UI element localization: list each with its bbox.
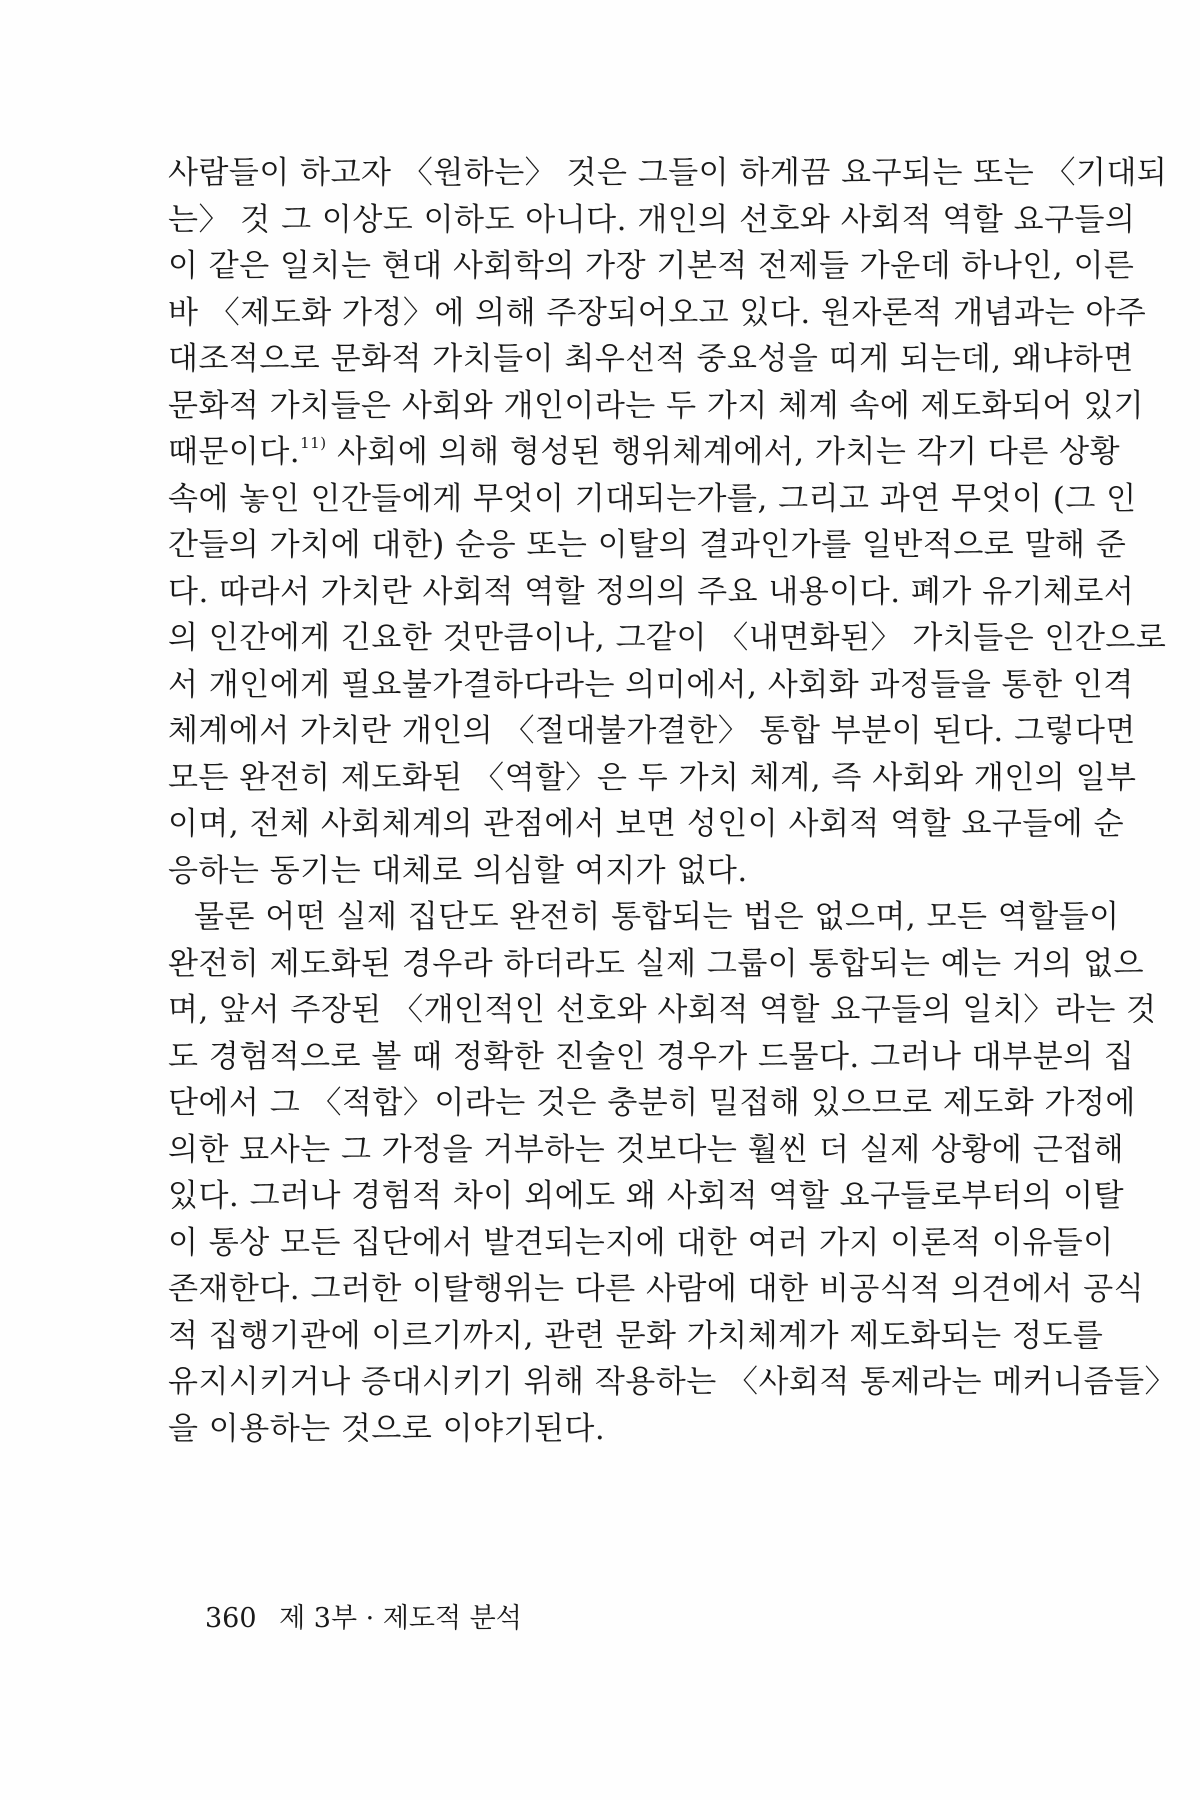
text-line: 는〉 것 그 이상도 이하도 아니다. 개인의 선호와 사회적 역할 요구들의: [168, 201, 1136, 238]
text-fragment: 사회에 의해 형성된 행위체계에서, 가치는 각기 다른 상황: [326, 434, 1121, 470]
footnote-marker: 11): [300, 434, 327, 452]
text-line: 존재한다. 그러한 이탈행위는 다른 사람에 대한 비공식적 의견에서 공식: [168, 1271, 1145, 1307]
text-line: 대조적으로 문화적 가치들이 최우선적 중요성을 띠게 되는데, 왜냐하면: [168, 341, 1134, 377]
text-line: 체계에서 가치란 개인의 〈절대불가결한〉 통합 부분이 된다. 그렇다면: [168, 713, 1136, 749]
text-line: 모든 완전히 제도화된 〈역할〉은 두 가치 체계, 즉 사회와 개인의 일부: [168, 759, 1137, 796]
text-line-with-footnote: [168, 429, 1121, 476]
page-number: 360: [205, 1603, 257, 1634]
text-fragment: 때문이다.: [168, 434, 301, 470]
page-footer: [205, 1603, 522, 1635]
text-line: 바 〈제도화 가정〉에 의해 주장되어오고 있다. 원자론적 개념과는 아주: [168, 294, 1147, 331]
text-line: 며, 앞서 주장된 〈개인적인 선호와 사회적 역할 요구들의 일치〉라는 것: [168, 992, 1157, 1028]
text-line: 의한 묘사는 그 가정을 거부하는 것보다는 훨씬 더 실제 상황에 근접해: [168, 1131, 1125, 1168]
paragraph-2: [168, 894, 1177, 1452]
text-line: 다. 따라서 가치란 사회적 역할 정의의 주요 내용이다. 폐가 유기체로서: [168, 573, 1135, 610]
running-section-title: 제 3부 · 제도적 분석: [279, 1603, 522, 1634]
text-line: 이며, 전체 사회체계의 관점에서 보면 성인이 사회적 역할 요구들에 순: [168, 806, 1125, 842]
text-line: 의 인간에게 긴요한 것만큼이나, 그같이 〈내면화된〉 가치들은 인간으로: [168, 620, 1167, 656]
text-line: 사람들이 하고자 〈원하는〉 것은 그들이 하게끔 요구되는 또는 〈기대되: [168, 155, 1168, 191]
text-line: 완전히 제도화된 경우라 하더라도 실제 그룹이 통합되는 예는 거의 없으: [168, 945, 1145, 982]
text-line: 간들의 가치에 대한) 순응 또는 이탈의 결과인가를 일반적으로 말해 준: [168, 527, 1127, 563]
text-line: 서 개인에게 필요불가결하다라는 의미에서, 사회화 과정들을 통한 인격: [168, 666, 1134, 703]
text-line: 단에서 그 〈적합〉이라는 것은 충분히 밀접해 있으므로 제도화 가정에: [168, 1085, 1136, 1121]
text-line: 문화적 가치들은 사회와 개인이라는 두 가지 체계 속에 제도화되어 있기: [168, 387, 1145, 424]
paragraph-1: [168, 150, 1168, 894]
text-line: 이 같은 일치는 현대 사회학의 가장 기본적 전제들 가운데 하나인, 이른: [168, 248, 1135, 284]
text-line: 도 경험적으로 볼 때 정확한 진술인 경우가 드물다. 그러나 대부분의 집: [168, 1038, 1135, 1075]
text-line: 을 이용하는 것으로 이야기된다.: [168, 1410, 606, 1447]
text-line: 적 집행기관에 이르기까지, 관련 문화 가치체계가 제도화되는 정도를: [168, 1317, 1104, 1354]
text-line: 유지시키거나 증대시키기 위해 작용하는 〈사회적 통제라는 메커니즘들〉: [168, 1364, 1177, 1400]
body-text: [168, 150, 1177, 1452]
text-line: 있다. 그러나 경험적 차이 외에도 왜 사회적 역할 요구들로부터의 이탈: [168, 1178, 1125, 1214]
text-line: 이 통상 모든 집단에서 발견되는지에 대한 여러 가지 이론적 이유들이: [168, 1224, 1114, 1261]
text-line: 속에 놓인 인간들에게 무엇이 기대되는가를, 그리고 과연 무엇이 (그 인: [168, 480, 1137, 517]
text-line: 응하는 동기는 대체로 의심할 여지가 없다.: [168, 852, 748, 889]
text-line: 물론 어떤 실제 집단도 완전히 통합되는 법은 없으며, 모든 역할들이: [194, 899, 1120, 935]
